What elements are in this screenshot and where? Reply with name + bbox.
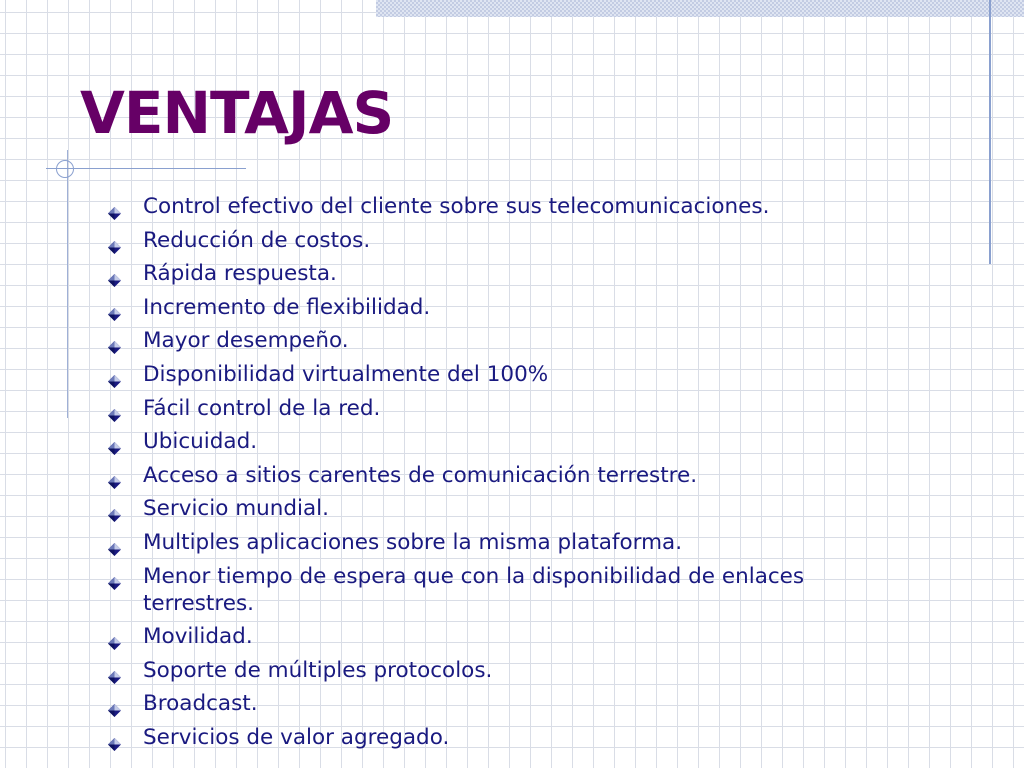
diamond-bullet-icon	[108, 435, 121, 448]
bullet-item	[104, 623, 864, 650]
bullet-list	[104, 193, 864, 758]
diamond-bullet-icon	[108, 402, 121, 415]
bullet-text: Rápida respuesta.	[143, 261, 337, 287]
bullet-text: Menor tiempo de espera que con la disponibilidad de enlaces terrestres.	[143, 563, 805, 616]
decorative-vertical-line-left	[67, 150, 68, 418]
diamond-bullet-icon	[108, 267, 121, 280]
decorative-vertical-line-right	[989, 0, 991, 264]
diamond-bullet-icon	[108, 301, 121, 314]
bullet-text: Movilidad.	[143, 624, 253, 650]
bullet-item	[104, 495, 864, 522]
diamond-bullet-icon	[108, 536, 121, 549]
bullet-text: Broadcast.	[143, 691, 258, 717]
diamond-bullet-icon	[108, 334, 121, 347]
decorative-title-underline	[46, 168, 246, 169]
bullet-text: Mayor desempeño.	[143, 328, 349, 354]
decorative-top-band	[376, 0, 1024, 17]
bullet-text: Ubicuidad.	[143, 429, 258, 455]
bullet-item	[104, 690, 864, 717]
bullet-item	[104, 724, 864, 751]
diamond-bullet-icon	[108, 469, 121, 482]
diamond-bullet-icon	[108, 697, 121, 710]
decorative-ring-icon	[56, 160, 74, 178]
slide-title: VENTAJAS	[80, 79, 394, 147]
bullet-text: Incremento de flexibilidad.	[143, 294, 431, 320]
diamond-bullet-icon	[108, 731, 121, 744]
diamond-bullet-icon	[108, 502, 121, 515]
bullet-item	[104, 657, 864, 684]
bullet-item	[104, 227, 864, 254]
bullet-text: Multiples aplicaciones sobre la misma plataforma.	[143, 529, 683, 555]
bullet-item	[104, 563, 864, 617]
bullet-text: Disponibilidad virtualmente del 100%	[143, 361, 549, 387]
bullet-text: Fácil control de la red.	[143, 395, 381, 421]
bullet-item	[104, 260, 864, 287]
diamond-bullet-icon	[108, 570, 121, 583]
bullet-text: Acceso a sitios carentes de comunicación terrestre.	[143, 462, 698, 488]
bullet-text: Control efectivo del cliente sobre sus telecomunicaciones.	[143, 194, 770, 219]
bullet-item	[104, 428, 864, 455]
bullet-item	[104, 529, 864, 556]
bullet-item	[104, 193, 864, 220]
bullet-text: Reducción de costos.	[143, 227, 371, 253]
bullet-item	[104, 462, 864, 489]
diamond-bullet-icon	[108, 368, 121, 381]
bullet-item	[104, 327, 864, 354]
diamond-bullet-icon	[108, 630, 121, 643]
bullet-item	[104, 395, 864, 422]
bullet-text: Soporte de múltiples protocolos.	[143, 657, 493, 683]
diamond-bullet-icon	[108, 200, 121, 213]
diamond-bullet-icon	[108, 664, 121, 677]
bullet-item	[104, 294, 864, 321]
diamond-bullet-icon	[108, 234, 121, 247]
bullet-item	[104, 361, 864, 388]
bullet-text: Servicio mundial.	[143, 496, 329, 522]
bullet-text: Servicios de valor agregado.	[143, 724, 450, 750]
